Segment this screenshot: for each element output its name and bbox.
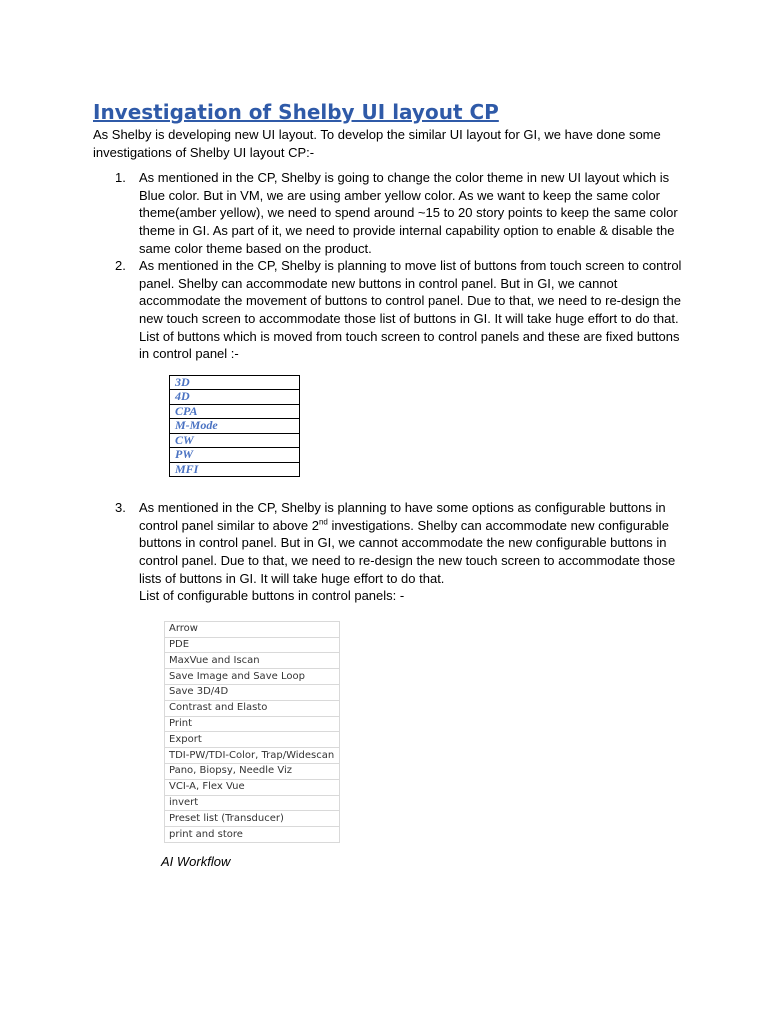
table-row <box>170 419 300 434</box>
table-row <box>165 716 340 732</box>
table-cell: Contrast and Elasto <box>165 700 340 716</box>
table-cell: Pano, Biopsy, Needle Viz <box>165 763 340 779</box>
text-part: As mentioned in the CP, Shelby is planning to have some options as configurable buttons in control panel similar to above 2 <box>139 500 666 533</box>
list-item-subtext: List of configurable buttons in control panels: - <box>139 588 405 604</box>
list-item <box>93 257 683 499</box>
list-item-text <box>139 499 683 587</box>
investigation-list <box>93 169 683 870</box>
list-item <box>93 169 683 257</box>
table-row <box>170 375 300 390</box>
table-cell: PW <box>170 448 300 463</box>
table-cell: PDE <box>165 637 340 653</box>
table-cell: MFI <box>170 462 300 477</box>
table-cell: CW <box>170 433 300 448</box>
table-row <box>165 669 340 685</box>
table-cell: MaxVue and Iscan <box>165 653 340 669</box>
table-row <box>165 637 340 653</box>
list-number: 2. <box>115 258 126 274</box>
table-cell: Save Image and Save Loop <box>165 669 340 685</box>
table-cell: invert <box>165 795 340 811</box>
list-number: 3. <box>115 500 126 516</box>
intro-paragraph: As Shelby is developing new UI layout. To develop the similar UI layout for GI, we have done some investigations of Shelby UI layout CP:- <box>93 127 661 160</box>
table-cell: 4D <box>170 390 300 405</box>
table-row <box>165 763 340 779</box>
table-cell: M-Mode <box>170 419 300 434</box>
configurable-buttons-table <box>164 621 340 843</box>
text-part: investigations. Shelby can accommodate new configurable buttons in control panel. But in GI, we cannot accommodate the new configurable buttons in control panel. Due to that, we need to re-design the new touch screen to accommodate those lists of buttons in GI. It will take huge effort to do that. <box>139 517 676 586</box>
table-row <box>165 827 340 843</box>
list-number: 1. <box>115 170 126 186</box>
table-cell: TDI-PW/TDI-Color, Trap/Widescan <box>165 748 340 764</box>
table-cell: Print <box>165 716 340 732</box>
document-page <box>93 98 683 871</box>
table-cell: Arrow <box>165 621 340 637</box>
table-row <box>170 462 300 477</box>
table-row <box>165 700 340 716</box>
fixed-buttons-table <box>169 375 300 478</box>
table-cell: 3D <box>170 375 300 390</box>
table-row <box>165 811 340 827</box>
list-item-text: As mentioned in the CP, Shelby is planning to move list of buttons from touch screen to control panel. Shelby can accommodate new buttons in control panel. But in GI, we cannot accommodate the movement of buttons to control panel. Due to that, we need to re-design the new touch screen to accommodate those list of buttons in GI. It will take huge effort to do that. <box>139 258 682 326</box>
table-cell: Export <box>165 732 340 748</box>
table-cell: Preset list (Transducer) <box>165 811 340 827</box>
table-row <box>165 653 340 669</box>
table-row <box>165 621 340 637</box>
table-row <box>165 748 340 764</box>
table-row <box>165 732 340 748</box>
table-row <box>170 390 300 405</box>
list-item-subtext: List of buttons which is moved from touch screen to control panels and these are fixed buttons in control panel :- <box>139 328 680 362</box>
table-row <box>165 779 340 795</box>
table-cell: CPA <box>170 404 300 419</box>
table-row <box>170 433 300 448</box>
table-cell: print and store <box>165 827 340 843</box>
list-item <box>93 499 683 870</box>
table-cell: Save 3D/4D <box>165 684 340 700</box>
table-row <box>165 684 340 700</box>
table-row <box>170 448 300 463</box>
figure-caption: AI Workflow <box>161 853 231 869</box>
page-title: Investigation of Shelby UI layout CP <box>93 100 499 124</box>
table-cell: VCI-A, Flex Vue <box>165 779 340 795</box>
superscript: nd <box>318 517 328 527</box>
table-row <box>170 404 300 419</box>
table-row <box>165 795 340 811</box>
list-item-text: As mentioned in the CP, Shelby is going to change the color theme in new UI layout which is Blue color. But in VM, we are using amber yellow color. As we want to keep the same color theme(amber yellow), we need to spend around ~15 to 20 story points to keep the same color theme in GI. As part of it, we need to provide internal capability option to enable & disable the same color theme based on the product. <box>139 170 678 256</box>
